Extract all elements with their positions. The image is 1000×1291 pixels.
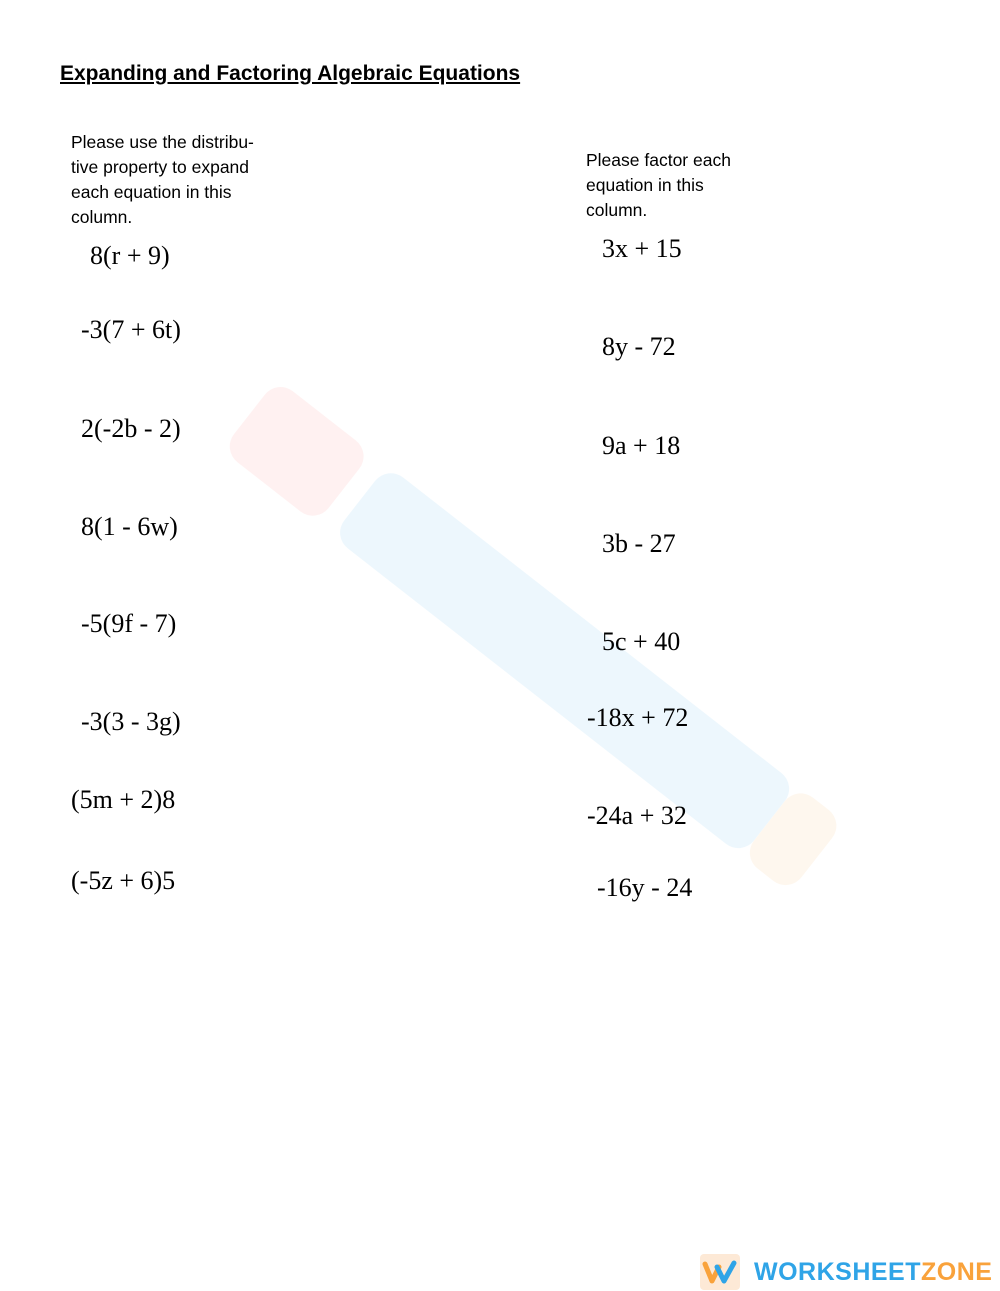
- expand-instructions-line: tive property to expand: [71, 157, 250, 177]
- factor-equation: 5c + 40: [602, 627, 681, 656]
- expand-instructions-line: Please use the distribu-: [71, 132, 254, 152]
- page-title: Expanding and Factoring Algebraic Equations: [60, 62, 521, 85]
- expand-instructions-line: each equation in this: [71, 182, 232, 202]
- expand-equation: -3(7 + 6t): [81, 315, 181, 344]
- worksheetzone-brand: [700, 1254, 1000, 1290]
- factor-equation: 3x + 15: [602, 234, 682, 263]
- expand-equation: -5(9f - 7): [81, 609, 177, 638]
- factor-instructions-line: Please factor each: [586, 150, 731, 170]
- factor-instructions-line: column.: [586, 200, 648, 220]
- worksheetzone-logo-icon: [700, 1254, 740, 1290]
- factor-equation: 3b - 27: [602, 529, 676, 558]
- expand-equation: 8(1 - 6w): [81, 512, 178, 541]
- expand-equation: 8(r + 9): [90, 241, 170, 270]
- expand-equation: (-5z + 6)5: [71, 866, 176, 895]
- factor-equation: 9a + 18: [602, 431, 681, 460]
- expand-equation: -3(3 - 3g): [81, 707, 181, 736]
- expand-instructions: [71, 130, 254, 230]
- factor-instructions-line: equation in this: [586, 175, 704, 195]
- factor-equation: -16y - 24: [597, 873, 693, 902]
- expand-equation: (5m + 2)8: [71, 785, 176, 814]
- brand-name-part1: WORKSHEET: [754, 1257, 921, 1286]
- factor-instructions: [586, 148, 731, 223]
- watermark-logo: [150, 290, 910, 990]
- factor-equation: -18x + 72: [587, 703, 689, 732]
- factor-equation: -24a + 32: [587, 801, 687, 830]
- expand-equation: 2(-2b - 2): [81, 414, 181, 443]
- brand-name-part2: ZONE: [921, 1257, 993, 1286]
- brand-name: [754, 1258, 992, 1287]
- factor-equation: 8y - 72: [602, 332, 676, 361]
- expand-instructions-line: column.: [71, 207, 133, 227]
